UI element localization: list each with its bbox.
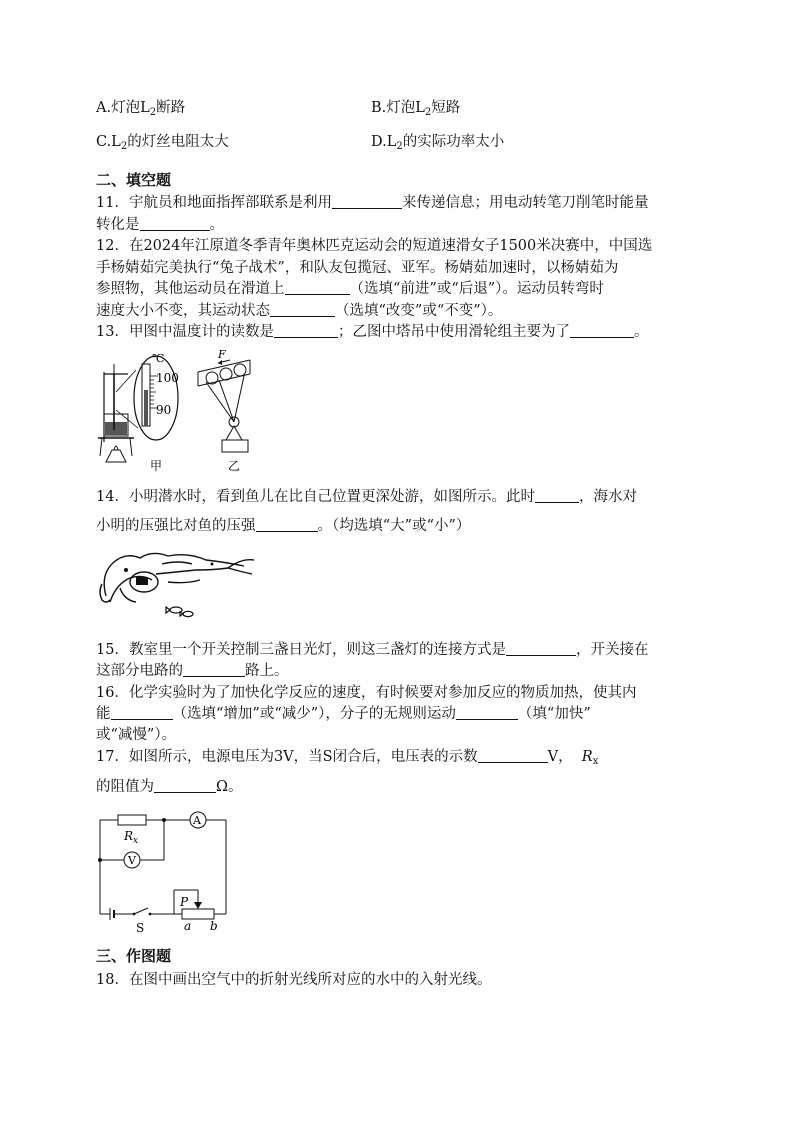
force-label: F: [218, 350, 226, 361]
question-15-line-1: 15．教室里一个开关控制三盏日光灯，则这三盏灯的连接方式是 ，开关接在: [96, 642, 649, 658]
option-b: B.灯泡$L_2$短路: [371, 100, 461, 118]
question-14-line-2: 小明的压强比对鱼的压强 。（均选填“大”或“小”）: [96, 518, 471, 534]
answer-blank[interactable]: [256, 517, 318, 532]
question-12-line-4: 速度大小不变，其运动状态 （选填“改变”或“不变”）。: [96, 303, 503, 319]
question-16-line-3: 或“减慢”）。: [96, 727, 177, 743]
terminal-a-label: a: [184, 919, 192, 933]
answer-blank[interactable]: [111, 705, 173, 720]
answer-blank[interactable]: [183, 662, 245, 677]
resistor-label: $R_x$: [124, 829, 139, 846]
question-12-line-2: 手杨婧茹完美执行“兔子战术”，和队友包揽冠、亚军。杨婧茹加速时，以杨婧茹为: [96, 260, 619, 276]
answer-blank[interactable]: [285, 280, 350, 295]
question-16-line-2: 能 （选填“增加”或“减少”），分子的无规则运动 （填“加快”: [96, 706, 591, 722]
figure-17-circuit: [94, 806, 244, 936]
answer-blank[interactable]: [506, 641, 576, 656]
section-title-drawing: 三、作图题: [96, 947, 172, 965]
question-12-line-3: 参照物，其他运动员在滑道上 （选填“前进”或“后退”）。运动员转弯时: [96, 281, 604, 297]
answer-blank[interactable]: [456, 705, 518, 720]
question-17-line-1: 17．如图所示，电源电压为3V，当S闭合后，电压表的示数 V， $R_x$: [96, 749, 599, 767]
question-12-line-1: 12．在2024年江原道冬季青年奥林匹克运动会的短道速滑女子1500米决赛中，中国选: [96, 238, 653, 254]
answer-blank[interactable]: [274, 323, 338, 338]
tick-label-100: 100: [156, 371, 179, 385]
section-title-fill-blank: 二、填空题: [96, 171, 172, 189]
question-11-line-1: 11．宇航员和地面指挥部联系是利用 来传递信息；用电动转笔刀削笔时能量: [96, 195, 649, 211]
figure-14-diver-and-fish: [96, 544, 260, 620]
figure-label-yi: 乙: [228, 459, 241, 473]
answer-blank[interactable]: [535, 488, 579, 503]
option-c: $C.L_2$的灯丝电阻太大: [96, 134, 229, 152]
tick-label-90: 90: [156, 403, 172, 417]
question-17-line-2: 的阻值为 Ω。: [96, 779, 243, 795]
option-a: A.灯泡$L_2$断路: [96, 100, 186, 118]
answer-blank[interactable]: [478, 748, 548, 763]
thermometer-unit: ℃: [152, 352, 165, 365]
question-14-line-1: 14．小明潜水时，看到鱼儿在比自己位置更深处游，如图所示。此时 ，海水对: [96, 489, 637, 505]
option-d: $D.L_2$的实际功率太小: [371, 134, 505, 152]
figure-13-thermometer-and-crane: [94, 350, 284, 480]
answer-blank[interactable]: [570, 323, 634, 338]
terminal-b-label: b: [210, 919, 218, 933]
ammeter-label: A: [193, 814, 201, 827]
answer-blank[interactable]: [270, 302, 335, 317]
switch-label: S: [136, 921, 145, 935]
answer-blank[interactable]: [154, 778, 216, 793]
question-13: 13．甲图中温度计的读数是 ；乙图中塔吊中使用滑轮组主要为了 。: [96, 324, 649, 340]
question-18: 18．在图中画出空气中的折射光线所对应的水中的入射光线。: [96, 972, 492, 988]
question-16-line-1: 16．化学实验时为了加快化学反应的速度，有时候要对参加反应的物质加热，使其内: [96, 685, 637, 701]
question-11-line-2: 转化是 。: [96, 217, 224, 233]
question-15-line-2: 这部分电路的 路上。: [96, 663, 289, 679]
answer-blank[interactable]: [140, 216, 210, 231]
figure-label-jia: 甲: [150, 459, 163, 473]
answer-blank[interactable]: [332, 194, 402, 209]
slider-label: P: [180, 895, 189, 909]
voltmeter-label: V: [128, 854, 136, 867]
